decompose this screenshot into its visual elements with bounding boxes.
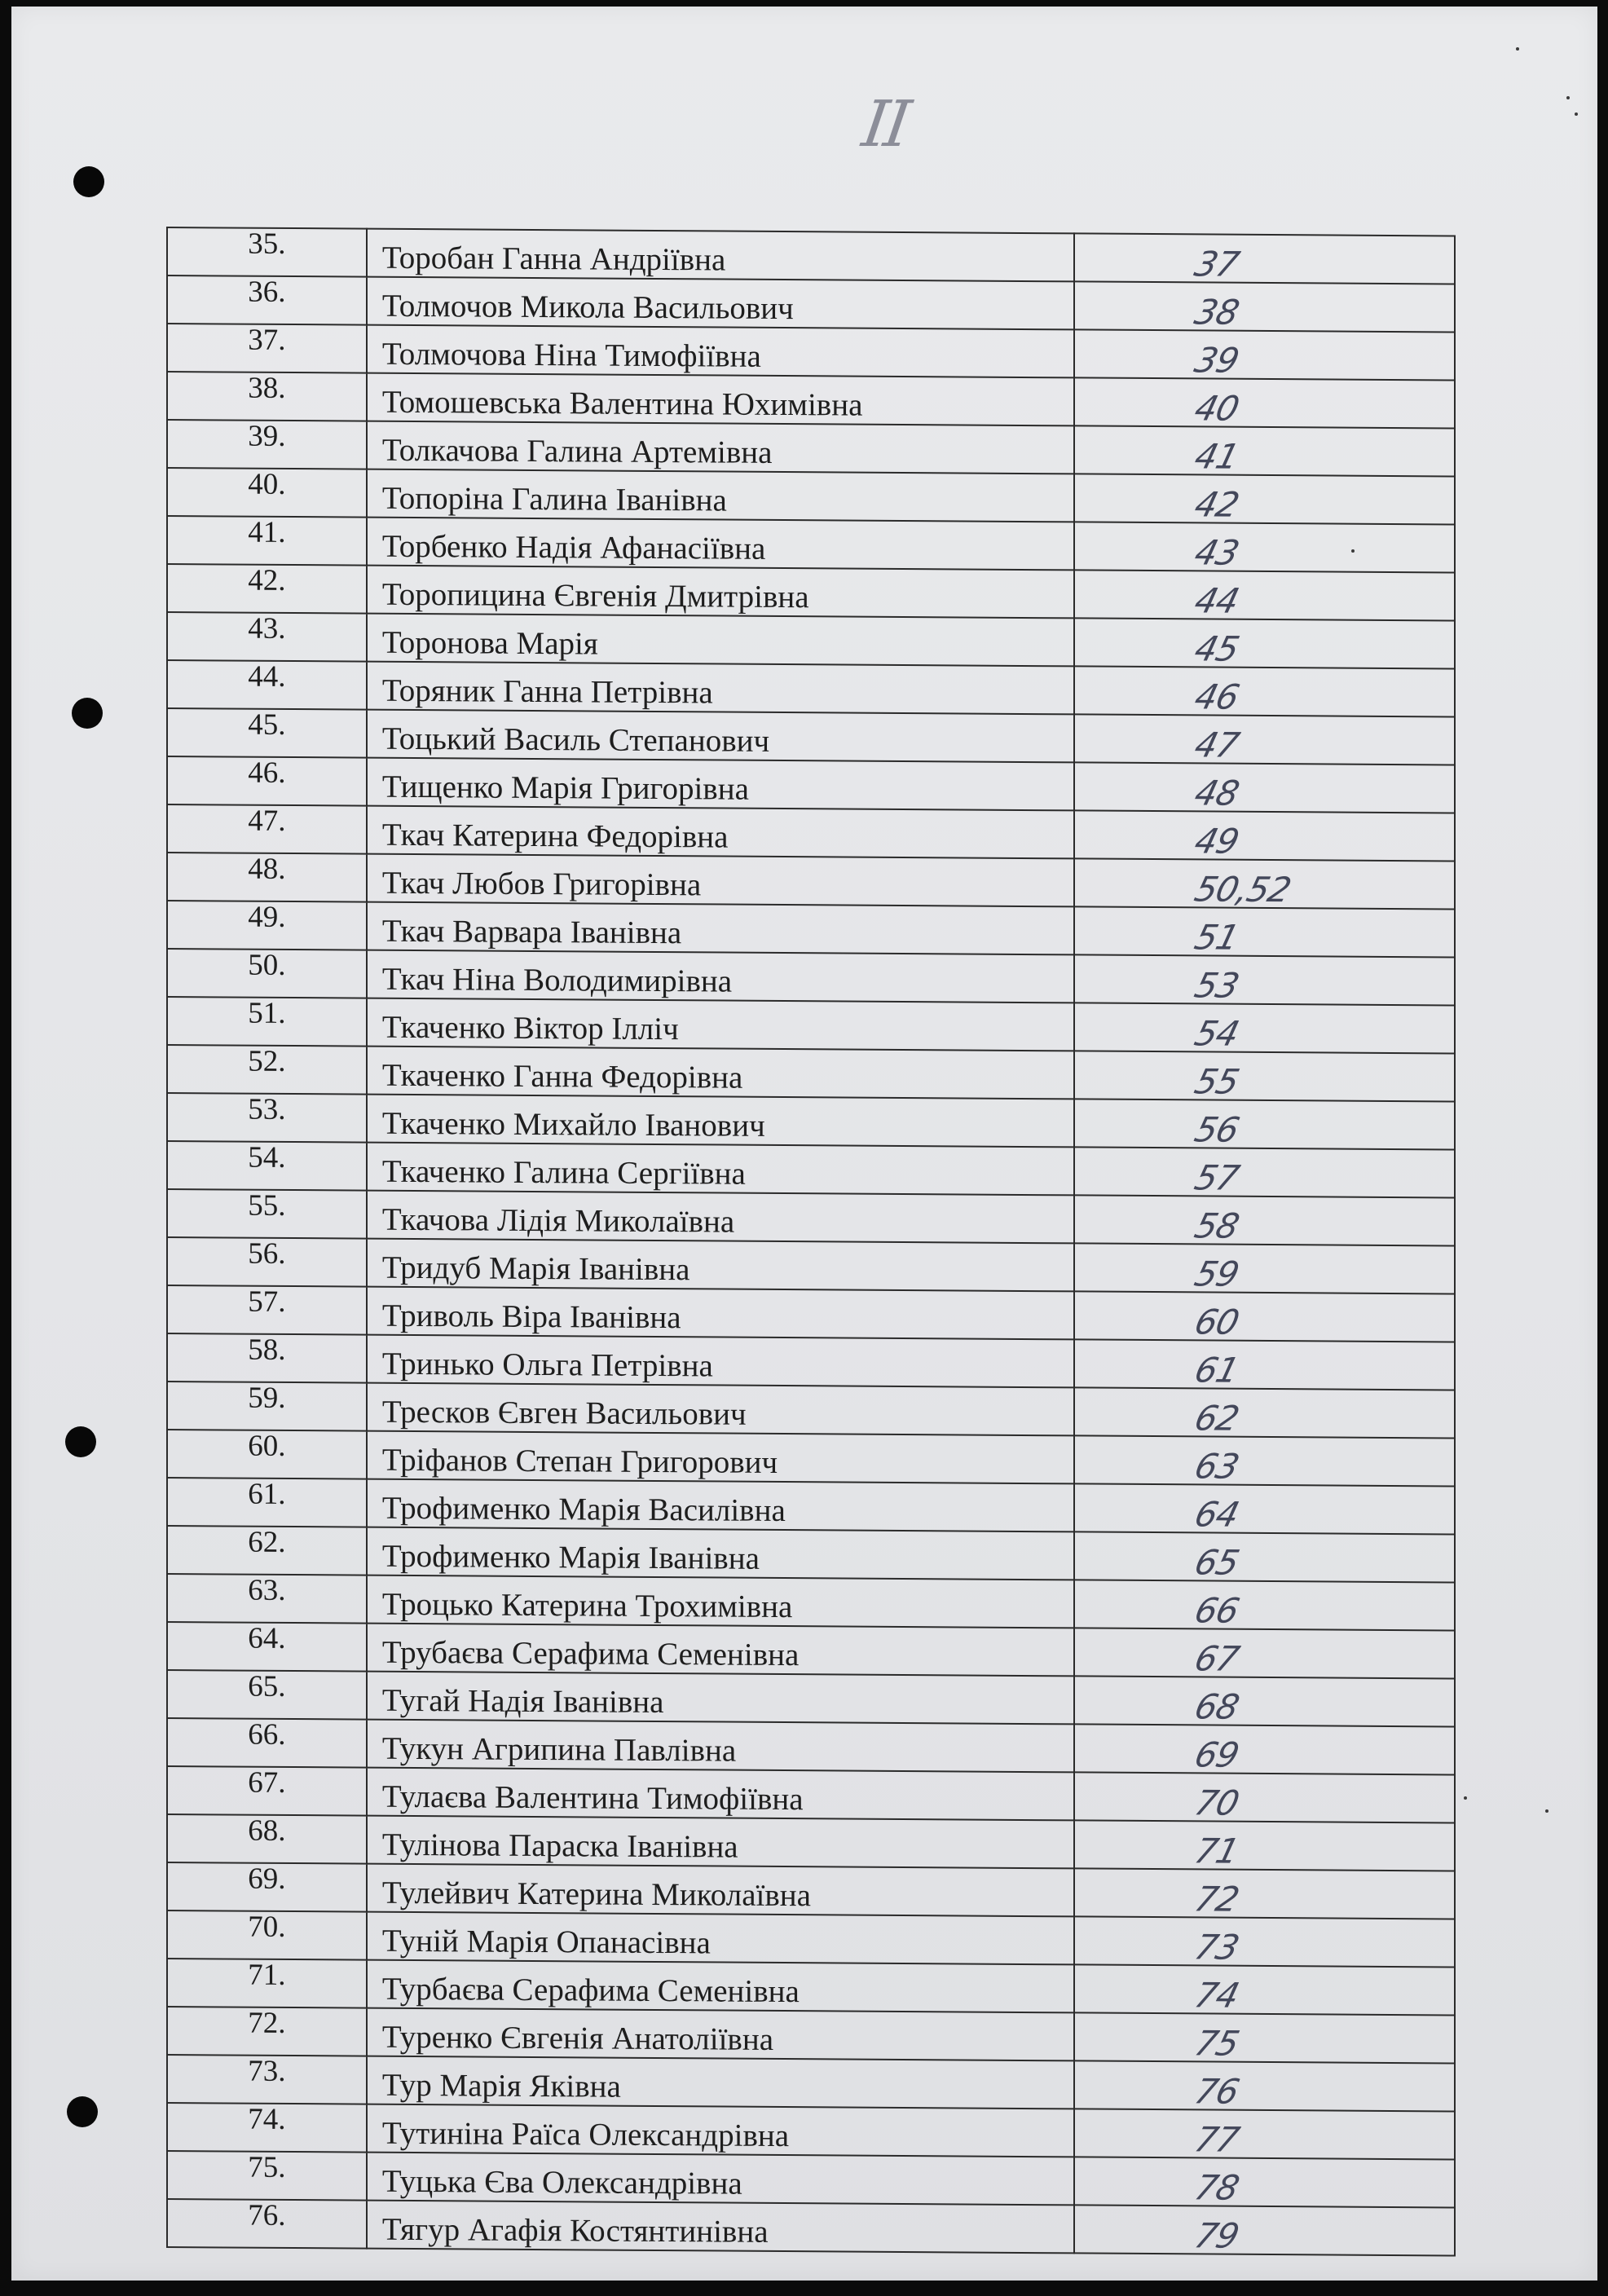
person-name: Торопицина Євгенія Дмитрівна: [367, 566, 1075, 619]
handwritten-page-number: 68: [1191, 1686, 1244, 1727]
table-row: [167, 804, 1455, 861]
page-cell: [1074, 425, 1455, 476]
handwritten-page-number: 69: [1191, 1734, 1244, 1775]
person-name: Туній Марія Опанасівна: [367, 1912, 1075, 1965]
person-name: Трофименко Марія Василівна: [367, 1479, 1075, 1532]
handwritten-page-number: 51: [1191, 917, 1244, 958]
row-number: 69.: [167, 1862, 367, 1912]
row-number: 73.: [167, 2055, 367, 2104]
handwritten-page-number: 61: [1191, 1350, 1244, 1390]
page-cell: [1074, 1195, 1455, 1245]
row-number: 65.: [167, 1670, 367, 1720]
row-number: 46.: [167, 756, 367, 806]
row-number: 53.: [167, 1093, 367, 1143]
handwritten-page-number: 57: [1191, 1157, 1244, 1198]
person-name: Триволь Віра Іванівна: [367, 1287, 1075, 1340]
punch-hole-icon: [67, 2096, 98, 2127]
row-number: 52.: [167, 1045, 367, 1095]
table-row: [167, 2055, 1455, 2111]
handwritten-page-number: 60: [1191, 1302, 1244, 1342]
handwritten-page-number: 63: [1191, 1446, 1244, 1487]
row-number: 44.: [167, 660, 367, 710]
punch-hole-icon: [72, 698, 103, 729]
person-name: Ткач Варвара Іванівна: [367, 902, 1075, 955]
table-row: [167, 1237, 1455, 1293]
handwritten-page-number: 41: [1191, 436, 1244, 477]
person-name: Трубаєва Серафима Семенівна: [367, 1624, 1075, 1677]
page-cell: [1074, 1387, 1455, 1438]
page-cell: [1074, 1820, 1455, 1871]
row-number: 70.: [167, 1910, 367, 1960]
person-name: Тутиніна Раїса Олександрівна: [367, 2104, 1075, 2157]
page-cell: [1074, 1339, 1455, 1390]
punch-hole-icon: [65, 1426, 96, 1457]
handwritten-page-number: 40: [1191, 388, 1244, 429]
row-number: 61.: [167, 1478, 367, 1527]
row-number: 62.: [167, 1526, 367, 1575]
table-row: [167, 564, 1455, 620]
page-cell: [1074, 666, 1455, 716]
table-row: [167, 1382, 1455, 1438]
handwritten-page-number: 38: [1191, 292, 1244, 333]
table-row: [167, 1045, 1455, 1101]
table-row: [167, 612, 1455, 668]
handwritten-page-number: 54: [1191, 1013, 1244, 1054]
handwritten-page-number: 65: [1191, 1542, 1244, 1583]
row-number: 75.: [167, 2151, 367, 2201]
table-row: [167, 1093, 1455, 1149]
handwritten-page-number: 45: [1191, 628, 1244, 669]
table-row: [167, 756, 1455, 813]
speck: [1464, 1796, 1467, 1800]
table-row: [167, 901, 1455, 957]
handwritten-page-number: 42: [1191, 484, 1244, 525]
person-name: Ткач Катерина Федорівна: [367, 806, 1075, 859]
person-name: Топоріна Галина Іванівна: [367, 469, 1075, 522]
handwritten-page-number: 72: [1191, 1879, 1244, 1919]
table-row: [167, 997, 1455, 1053]
table-row: [167, 1910, 1455, 1967]
table-row: [167, 2103, 1455, 2159]
handwritten-page-number: 75: [1191, 2023, 1244, 2064]
table-row: [167, 1862, 1455, 1919]
row-number: 60.: [167, 1430, 367, 1479]
person-name: Тукун Агрипина Павлівна: [367, 1720, 1075, 1773]
row-number: 50.: [167, 949, 367, 998]
person-name: Ткаченко Ганна Федорівна: [367, 1047, 1075, 1100]
page-cell: [1074, 954, 1455, 1005]
handwritten-page-number: 71: [1191, 1831, 1244, 1871]
handwritten-page-number: 46: [1191, 676, 1244, 717]
page-cell: [1074, 1916, 1455, 1967]
person-name: Тоцький Василь Степанович: [367, 710, 1075, 763]
table-row: [167, 1333, 1455, 1390]
person-name: Толкачова Галина Артемівна: [367, 421, 1075, 474]
page-cell: [1074, 2205, 1455, 2255]
row-number: 63.: [167, 1574, 367, 1624]
table-row: [167, 1285, 1455, 1342]
page-cell: [1074, 233, 1455, 284]
table-row: [167, 708, 1455, 765]
page-cell: [1074, 377, 1455, 428]
table-row: [167, 1141, 1455, 1197]
handwritten-page-number: 73: [1191, 1927, 1244, 1968]
handwritten-page-number: 59: [1191, 1254, 1244, 1294]
person-name: Турбаєва Серафима Семенівна: [367, 1960, 1075, 2013]
speck: [1566, 96, 1570, 99]
table-row: [167, 227, 1455, 284]
handwritten-page-number: 48: [1191, 773, 1244, 813]
row-number: 40.: [167, 468, 367, 518]
page-cell: [1074, 281, 1455, 332]
handwritten-page-number: 76: [1191, 2071, 1244, 2112]
table-row: [167, 420, 1455, 476]
page-cell: [1074, 2060, 1455, 2111]
row-number: 36.: [167, 275, 367, 325]
table-row: [167, 1526, 1455, 1582]
person-name: Тресков Євген Васильович: [367, 1383, 1075, 1436]
person-name: Торбенко Надія Афанасіївна: [367, 518, 1075, 571]
row-number: 43.: [167, 612, 367, 662]
person-name: Тищенко Марія Григорівна: [367, 758, 1075, 811]
page-cell: [1074, 2109, 1455, 2159]
speck: [1516, 47, 1519, 51]
handwritten-page-number: 79: [1191, 2215, 1244, 2256]
handwritten-page-number: 47: [1191, 725, 1244, 765]
person-name: Тур Марія Яківна: [367, 2056, 1075, 2109]
person-name: Трофименко Марія Іванівна: [367, 1527, 1075, 1580]
page-cell: [1074, 762, 1455, 813]
document-page: [11, 7, 1597, 2281]
page-cell: [1074, 1003, 1455, 1053]
row-number: 58.: [167, 1333, 367, 1383]
page-cell: [1074, 906, 1455, 957]
row-number: 48.: [167, 853, 367, 902]
table-row: [167, 1670, 1455, 1726]
handwritten-page-number: 37: [1191, 244, 1244, 284]
row-number: 35.: [167, 227, 367, 277]
handwritten-page-number: 55: [1191, 1061, 1244, 1102]
page-cell: [1074, 1435, 1455, 1486]
table-row: [167, 853, 1455, 909]
table-row: [167, 2151, 1455, 2207]
row-number: 47.: [167, 804, 367, 854]
row-number: 49.: [167, 901, 367, 950]
row-number: 68.: [167, 1814, 367, 1864]
page-cell: [1074, 1099, 1455, 1149]
person-name: Торонова Марія: [367, 614, 1075, 667]
handwritten-page-number: 70: [1191, 1783, 1244, 1823]
handwritten-page-number: 67: [1191, 1638, 1244, 1679]
page-cell: [1074, 2157, 1455, 2207]
row-number: 54.: [167, 1141, 367, 1191]
handwritten-page-number: 53: [1191, 965, 1244, 1006]
page-cell: [1074, 1676, 1455, 1726]
handwritten-page-number: 39: [1191, 340, 1244, 381]
person-name: Туренко Євгенія Анатоліївна: [367, 2008, 1075, 2061]
person-name: Тулінова Параска Іванівна: [367, 1816, 1075, 1869]
row-number: 59.: [167, 1382, 367, 1431]
row-number: 74.: [167, 2103, 367, 2153]
page-cell: [1074, 810, 1455, 861]
table-row: [167, 1718, 1455, 1774]
page-cell: [1074, 1964, 1455, 2015]
row-number: 56.: [167, 1237, 367, 1287]
person-name: Ткач Ніна Володимирівна: [367, 950, 1075, 1003]
table-row: [167, 516, 1455, 572]
page-cell: [1074, 329, 1455, 380]
person-name: Тулейвич Катерина Миколаївна: [367, 1864, 1075, 1917]
person-name: Торобан Ганна Андріївна: [367, 229, 1075, 282]
person-name: Туцька Єва Олександрівна: [367, 2153, 1075, 2206]
handwritten-page-number: 77: [1191, 2119, 1244, 2160]
page-cell: [1074, 1291, 1455, 1342]
page-cell: [1074, 570, 1455, 620]
person-name: Тріфанов Степан Григорович: [367, 1431, 1075, 1484]
person-name: Тугай Надія Іванівна: [367, 1672, 1075, 1725]
page-cell: [1074, 1147, 1455, 1197]
person-name: Тридуб Марія Іванівна: [367, 1239, 1075, 1292]
person-name: Тягур Агафія Костянтинівна: [367, 2201, 1075, 2254]
table-row: [167, 949, 1455, 1005]
page-cell: [1074, 474, 1455, 524]
person-name: Ткаченко Михайло Іванович: [367, 1095, 1075, 1148]
table-row: [167, 660, 1455, 716]
person-name: Торяник Ганна Петрівна: [367, 662, 1075, 715]
person-name: Ткачова Лідія Миколаївна: [367, 1191, 1075, 1244]
handwritten-page-number: 74: [1191, 1975, 1244, 2016]
person-name: Томошевська Валентина Юхимівна: [367, 373, 1075, 426]
row-number: 41.: [167, 516, 367, 566]
row-number: 55.: [167, 1189, 367, 1239]
table-row: [167, 1189, 1455, 1245]
handwritten-page-number: 50,52: [1191, 869, 1295, 910]
row-number: 66.: [167, 1718, 367, 1768]
page-cell: [1074, 714, 1455, 765]
table-row: [167, 2007, 1455, 2063]
person-name: Толмочов Микола Васильович: [367, 277, 1075, 330]
speck: [1575, 112, 1578, 116]
page-cell: [1074, 1772, 1455, 1822]
page-cell: [1074, 1243, 1455, 1293]
table-row: [167, 1766, 1455, 1822]
row-number: 37.: [167, 324, 367, 373]
row-number: 45.: [167, 708, 367, 758]
table-row: [167, 2199, 1455, 2255]
page-cell: [1074, 1051, 1455, 1101]
table-row: [167, 1959, 1455, 2015]
row-number: 72.: [167, 2007, 367, 2056]
table-row: [167, 1430, 1455, 1486]
table-row: [167, 468, 1455, 524]
handwritten-page-number: 43: [1191, 532, 1244, 573]
page-cell: [1074, 1724, 1455, 1774]
handwritten-page-number: 56: [1191, 1109, 1244, 1150]
table-row: [167, 372, 1455, 428]
handwritten-page-number: 58: [1191, 1205, 1244, 1246]
person-name: Ткач Любов Григорівна: [367, 854, 1075, 907]
person-name: Тулаєва Валентина Тимофіївна: [367, 1768, 1075, 1821]
page-cell: [1074, 1483, 1455, 1534]
row-number: 57.: [167, 1285, 367, 1335]
person-name: Троцько Катерина Трохимівна: [367, 1575, 1075, 1628]
speck: [1545, 1809, 1549, 1813]
page-cell: [1074, 1868, 1455, 1919]
page-cell: [1074, 522, 1455, 572]
page-cell: [1074, 858, 1455, 909]
table-row: [167, 275, 1455, 332]
handwritten-page-number: 62: [1191, 1398, 1244, 1439]
punch-hole-icon: [73, 166, 104, 197]
person-name: Ткаченко Віктор Ілліч: [367, 998, 1075, 1051]
person-name: Тринько Ольга Петрівна: [367, 1335, 1075, 1388]
table-row: [167, 1622, 1455, 1678]
page-cell: [1074, 1531, 1455, 1582]
row-number: 39.: [167, 420, 367, 469]
table-row: [167, 324, 1455, 380]
handwritten-page-number: 64: [1191, 1494, 1244, 1535]
row-number: 67.: [167, 1766, 367, 1816]
row-number: 51.: [167, 997, 367, 1047]
row-number: 71.: [167, 1959, 367, 2008]
table-row: [167, 1478, 1455, 1534]
page-cell: [1074, 1580, 1455, 1630]
sheet-number-mark: II: [857, 88, 912, 161]
handwritten-page-number: 44: [1191, 580, 1244, 621]
page-cell: [1074, 618, 1455, 668]
name-list-table: [166, 227, 1456, 2256]
handwritten-page-number: 66: [1191, 1590, 1244, 1631]
person-name: Ткаченко Галина Сергіївна: [367, 1143, 1075, 1196]
page-cell: [1074, 1628, 1455, 1678]
row-number: 38.: [167, 372, 367, 421]
row-number: 64.: [167, 1622, 367, 1672]
table-row: [167, 1574, 1455, 1630]
handwritten-page-number: 78: [1191, 2167, 1244, 2208]
table-row: [167, 1814, 1455, 1871]
row-number: 76.: [167, 2199, 367, 2249]
page-cell: [1074, 2012, 1455, 2063]
person-name: Толмочова Ніна Тимофіївна: [367, 325, 1075, 378]
row-number: 42.: [167, 564, 367, 614]
handwritten-page-number: 49: [1191, 821, 1244, 862]
